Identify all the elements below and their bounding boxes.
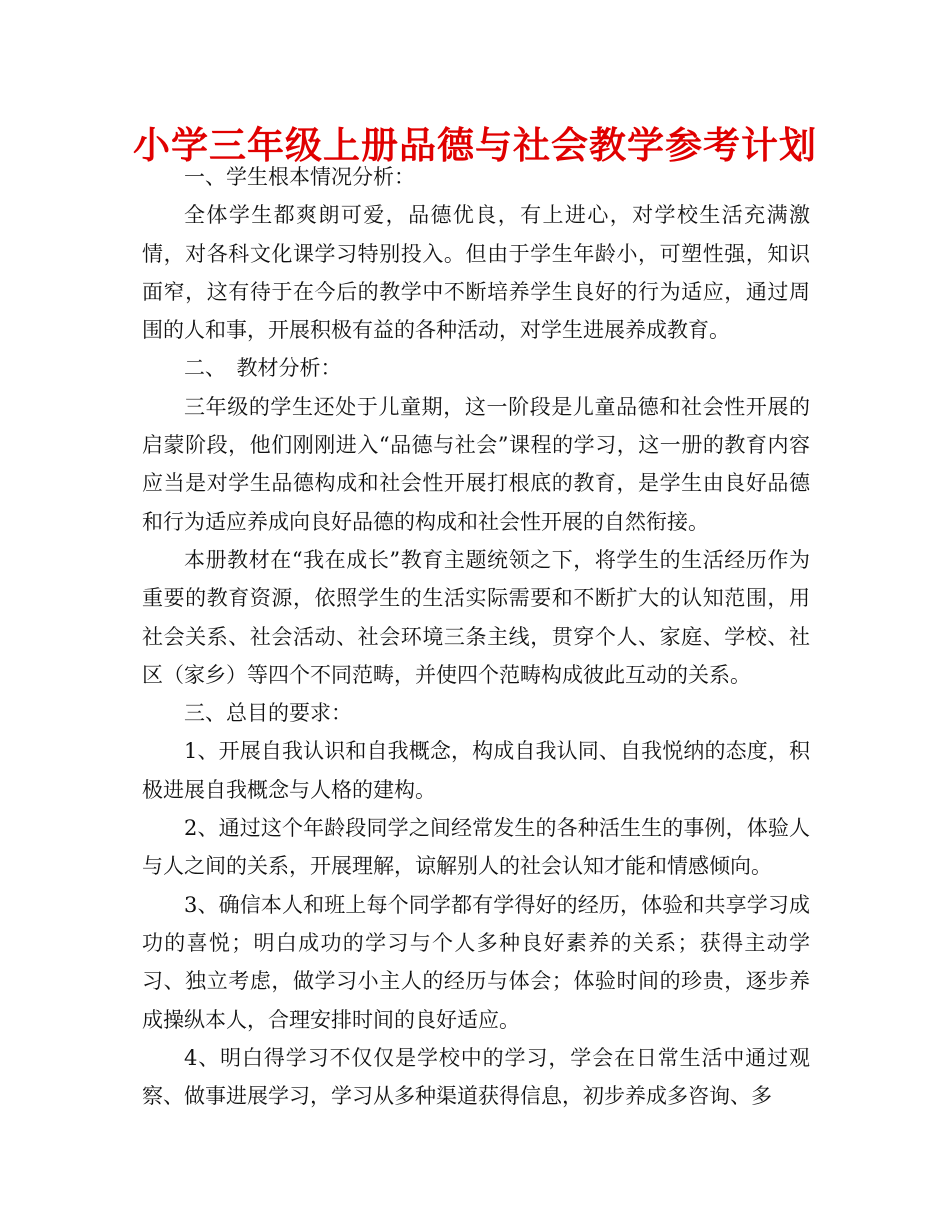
section-heading-goals: 三、总目的要求： (184, 701, 352, 726)
section-heading-textbook-analysis: 二、 教材分析： (184, 356, 342, 381)
document-title: 小学三年级上册品德与社会教学参考计划 (133, 124, 817, 167)
paragraph: 本册教材在“我在成长”教育主题统领之下，将学生的生活经历作为重要的教育资源，依照学生的生活实际需要和不断扩大的认知范围，用社会关系、社会活动、社会环境三条主线，贯穿个人、家庭、学校、社区（家乡）等四个不同范畴，并使四个范畴构成彼此互动的关系。 (142, 547, 810, 687)
list-item: 2、通过这个年龄段同学之间经常发生的各种活生生的事例，体验人与人之间的关系，开展理解，谅解别人的社会认知才能和情感倾向。 (142, 816, 810, 879)
section-heading-student-analysis: 一、学生根本情况分析： (184, 165, 415, 189)
list-item: 3、确信本人和班上每个同学都有学得好的经历，体验和共享学习成功的喜悦；明白成功的学习与个人多种良好素养的关系；获得主动学习、独立考虑，做学习小主人的经历与体会；体验时间的珍贵，逐步养成操纵本人，合理安排时间的良好适应。 (142, 892, 810, 1032)
list-item: 4、明白得学习不仅仅是学校中的学习，学会在日常生活中通过观察、做事进展学习，学习从多种渠道获得信息，初步养成多咨询、多 (142, 1045, 810, 1109)
paragraph: 全体学生都爽朗可爱，品德优良，有上进心，对学校生活充满激情，对各科文化课学习特别投入。但由于学生年龄小，可塑性强，知识面窄，这有待于在今后的教学中不断培养学生良好的行为适应，通过周围的人和事，开展积极有益的各种活动，对学生进展养成教育。 (142, 203, 810, 343)
paragraph: 三年级的学生还处于儿童期，这一阶段是儿童品德和社会性开展的启蒙阶段，他们刚刚进入“品德与社会”课程的学习，这一册的教育内容应当是对学生品德构成和社会性开展打根底的教育，是学生由良好品德和行为适应养成向良好品德的构成和社会性开展的自然衔接。 (142, 394, 810, 534)
document-body (142, 158, 810, 1115)
list-item: 1、开展自我认识和自我概念，构成自我认同、自我悦纳的态度，积极进展自我概念与人格的建构。 (142, 739, 810, 802)
